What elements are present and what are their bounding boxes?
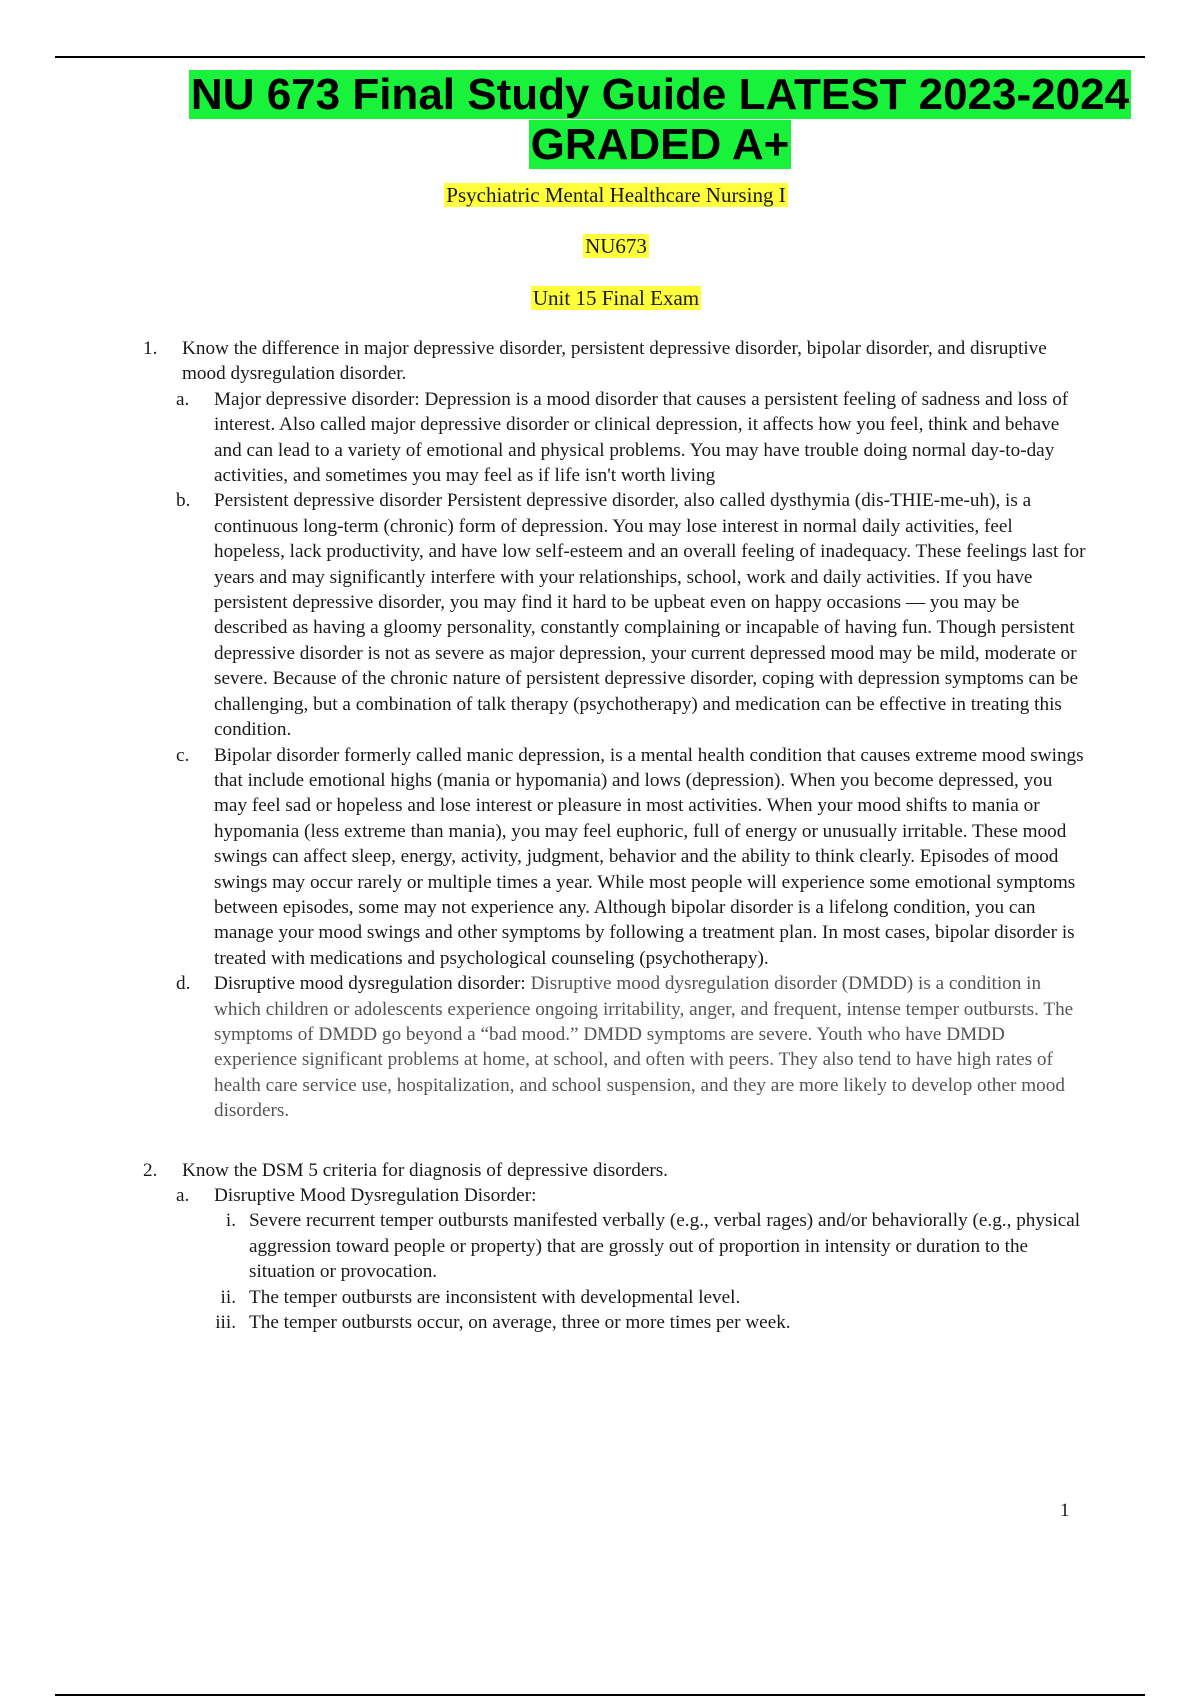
list-item: c. Bipolar disorder formerly called manic depression, is a mental health condition that causes extreme mood swings that include emotional highs (mania or hypomania) and lows (depression). When you become depressed, you may feel sad or hopeless and lose interest or pleasure in most activities. When your mood shifts to mania or hypomania (less extreme than mania), you may feel euphoric, full of energy or unusually irritable. These mood swings can affect sleep, energy, activity, judgment, behavior and the ability to think clearly. Episodes of mood swings may occur rarely or multiple times a year. While most people will experience some emotional symptoms between episodes, some may not experience any. Although bipolar disorder is a lifelong condition, you can manage your mood swings and other symptoms by following a treatment plan. In most cases, bipolar disorder is treated with medications and psychological counseling (psychotherapy). xyxy=(176,743,1088,972)
item-text: Major depressive disorder: Depression is a mood disorder that causes a persistent feeling of sadness and loss of interest. Also called major depressive disorder or clinical depression, it affects how you feel, think and behave and can lead to a variety of emotional and physical problems. You may have trouble doing normal day-to-day activities, and sometimes you may feel as if life isn't worth living xyxy=(214,388,1069,487)
question-2-items xyxy=(176,1183,1088,1335)
question-number: 2. xyxy=(143,1159,158,1181)
criteria-item: i. Severe recurrent temper outbursts manifested verbally (e.g., verbal rages) and/or behaviorally (e.g., physical aggression toward people or property) that are grossly out of proportion in intensity or duration to the situation or provocation. xyxy=(225,1210,1081,1283)
item-text: Disruptive mood dysregulation disorder: Disruptive mood dysregulation disorder (DMDD) is a condition in which children or adolescents experience ongoing irritability, anger, and frequent, intense temper outbursts. The symptoms of DMDD go beyond a “bad mood.” DMDD symptoms are severe. Youth who have DMDD experience significant problems at home, at school, and often with peers. They also tend to have high rates of health care service use, hospitalization, and school suspension, and they are more likely to develop other mood disorders. xyxy=(214,973,1074,1122)
page-number: 1 xyxy=(1060,1500,1070,1521)
list-item: a. Major depressive disorder: Depression is a mood disorder that causes a persistent feeling of sadness and loss of interest. Also called major depressive disorder or clinical depression, it affects how you feel, think and behave and can lead to a variety of emotional and physical problems. You may have trouble doing normal day-to-day activities, and sometimes you may feel as if life isn't worth living xyxy=(176,387,1088,489)
item-text: Bipolar disorder formerly called manic depression, is a mental health condition that causes extreme mood swings that include emotional highs (mania or hypomania) and lows (depression). When you become depressed, you may feel sad or hopeless and lose interest or pleasure in most activities. When your mood shifts to mania or hypomania (less extreme than mania), you may feel euphoric, full of energy or unusually irritable. These mood swings can affect sleep, energy, activity, judgment, behavior and the ability to think clearly. Episodes of mood swings may occur rarely or multiple times a year. While most people will experience some emotional symptoms between episodes, some may not experience any. Although bipolar disorder is a lifelong condition, you can manage your mood swings and other symptoms by following a treatment plan. In most cases, bipolar disorder is treated with medications and psychological counseling (psychotherapy). xyxy=(214,744,1084,969)
question-2 xyxy=(143,1158,1088,1183)
title-line-2: GRADED A+ xyxy=(530,120,790,169)
question-1 xyxy=(143,336,1088,387)
document-title xyxy=(160,70,1160,170)
criteria-item: ii. The temper outbursts are inconsistent with developmental level. xyxy=(220,1286,741,1308)
item-text: Persistent depressive disorder Persistent depressive disorder, also called dysthymia (dis-THIE-me-uh), is a continuous long-term (chronic) form of depression. You may lose interest in normal daily activities, feel hopeless, lack productivity, and have low self-esteem and an overall feeling of inadequacy. These feelings last for years and may significantly interfere with your relationships, school, work and daily activities. If you have persistent depressive disorder, you may find it hard to be upbeat even on happy occasions — you may be described as having a gloomy personality, constantly complaining or incapable of having fun. Though persistent depressive disorder is not as severe as major depression, your current depressed mood may be mild, moderate or severe. Because of the chronic nature of persistent depressive disorder, coping with depression symptoms can be challenging, but a combination of talk therapy (psychotherapy) and medication can be effective in treating this condition. xyxy=(214,490,1086,741)
course-code: NU673 xyxy=(585,234,647,258)
list-item: b. Persistent depressive disorder Persistent depressive disorder, also called dysthymia (dis-THIE-me-uh), is a continuous long-term (chronic) form of depression. You may lose interest in normal daily activities, feel hopeless, lack productivity, and have low self-esteem and an overall feeling of inadequacy. These feelings last for years and may significantly interfere with your relationships, school, work and daily activities. If you have persistent depressive disorder, you may find it hard to be upbeat even on happy occasions — you may be described as having a gloomy personality, constantly complaining or incapable of having fun. Though persistent depressive disorder is not as severe as major depression, your current depressed mood may be mild, moderate or severe. Because of the chronic nature of persistent depressive disorder, coping with depression symptoms can be challenging, but a combination of talk therapy (psychotherapy) and medication can be effective in treating this condition. xyxy=(176,488,1088,742)
exam-name: Unit 15 Final Exam xyxy=(532,286,700,310)
criteria-item: iii. The temper outbursts occur, on average, three or more times per week. xyxy=(215,1312,791,1334)
list-item: d. Disruptive mood dysregulation disorder: Disruptive mood dysregulation disorder (DMDD) is a condition in which children or adolescents experience ongoing irritability, anger, and frequent, intense temper outbursts. The symptoms of DMDD go beyond a “bad mood.” DMDD symptoms are severe. Youth who have DMDD experience significant problems at home, at school, and often with peers. They also tend to have high rates of health care service use, hospitalization, and school suspension, and they are more likely to develop other mood disorders. xyxy=(176,971,1088,1123)
list-item: a. Disruptive Mood Dysregulation Disorder: xyxy=(176,1183,1088,1208)
bottom-rule xyxy=(55,1694,1145,1696)
question-number: 1. xyxy=(143,338,158,359)
question-1-items xyxy=(176,387,1088,1124)
title-line-1: NU 673 Final Study Guide LATEST 2023-2024 xyxy=(190,70,1130,119)
course-name: Psychiatric Mental Healthcare Nursing I xyxy=(446,183,786,207)
study-guide-content xyxy=(143,336,1088,1335)
question-text: Know the difference in major depressive disorder, persistent depressive disorder, bipolar disorder, and disruptive mood dysregulation disorder. xyxy=(182,338,1047,385)
criteria-list xyxy=(210,1208,1088,1335)
item-text: Disruptive Mood Dysregulation Disorder: xyxy=(214,1185,537,1206)
question-text: Know the DSM 5 criteria for diagnosis of depressive disorders. xyxy=(182,1159,668,1181)
top-rule xyxy=(55,56,1145,58)
